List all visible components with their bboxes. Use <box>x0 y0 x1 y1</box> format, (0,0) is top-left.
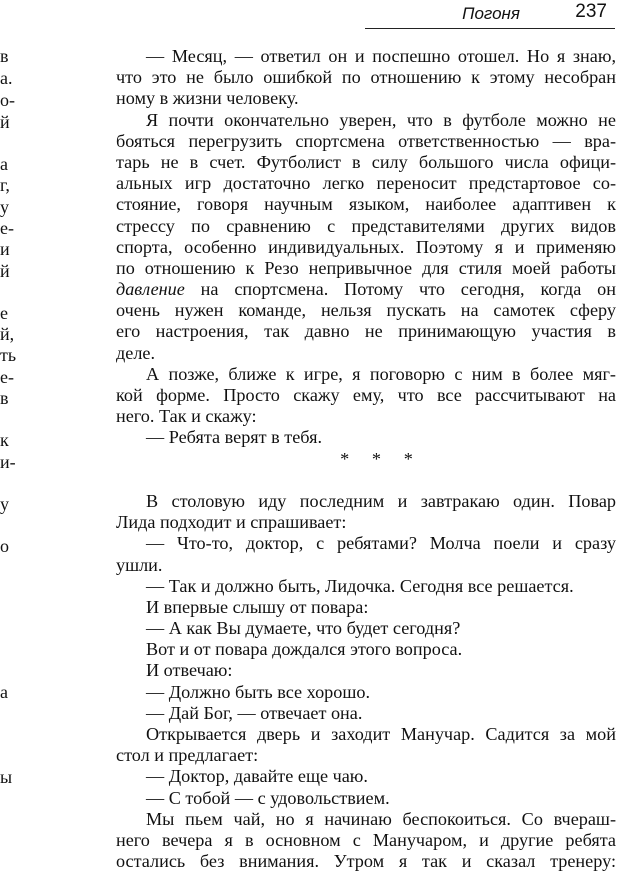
previous-page-fragment: и <box>0 239 10 259</box>
previous-page-fragment: е- <box>0 367 14 387</box>
previous-page-fragment: в <box>0 46 9 66</box>
text-line: И отвечаю: <box>146 660 233 681</box>
text-line: стояние, говоря научным языком, наиболее адаптивен к <box>116 194 616 215</box>
previous-page-fragment: й <box>0 261 10 281</box>
text-line: по отношению к Резо непривычное для стиля моей работы <box>116 257 616 278</box>
blank-line <box>116 470 616 491</box>
previous-page-edge <box>0 0 16 853</box>
text-line: ному в жизни человеку. <box>116 88 299 109</box>
text-line: — Ребята верят в тебя. <box>146 427 323 448</box>
text-line: кой форме. Просто скажу ему, что все рассчитывают на <box>116 385 616 405</box>
previous-page-fragment: у <box>0 494 9 514</box>
text-line: ушли. <box>116 554 163 575</box>
text-line: — Дай Бог, — отвечает она. <box>146 702 363 723</box>
previous-page-fragment: й, <box>0 324 15 344</box>
text-line: стрессу по сравнению с представителями других видов <box>116 215 616 236</box>
previous-page-fragment: ы <box>0 767 13 787</box>
previous-page-fragment: у <box>0 197 9 217</box>
previous-page-fragment: е <box>0 303 8 323</box>
text-line: альных игр достаточно легко переносит предстартовое со- <box>116 173 616 194</box>
previous-page-fragment: й <box>0 112 10 132</box>
previous-page-fragment: и- <box>0 452 16 472</box>
text-line: — Должно быть все хорошо. <box>146 681 370 702</box>
text-line: Лида подходит и спрашивает: <box>116 512 347 533</box>
text-line: — Доктор, давайте еще чаю. <box>146 766 368 787</box>
text-line <box>116 279 616 300</box>
text-line: спорта, особенно индивидуальных. Поэтому я и применяю <box>116 236 616 257</box>
text-line: В столовую иду последним и завтракаю один. Повар <box>146 490 616 511</box>
text-line: него вечера я в основном с Манучаром, и другие ребята <box>116 829 616 850</box>
previous-page-fragment: а. <box>0 68 13 88</box>
text-line: — Что-то, доктор, с ребятами? Молча поели и сразу <box>146 533 616 554</box>
text-fragment: на спортсмена. Потому что сегодня, когда он <box>184 279 616 300</box>
text-line: Я почти окончательно уверен, что в футболе можно не <box>146 109 616 130</box>
previous-page-fragment: е- <box>0 218 14 238</box>
text-line: — Так и должно быть, Лидочка. Сегодня все решается. <box>146 575 574 596</box>
text-line: очень нужен команде, нельзя пускать на самотек сферу <box>116 300 616 321</box>
previous-page-fragment: а <box>0 154 8 174</box>
text-line: его настроения, так давно не принимающую участия в <box>116 321 616 342</box>
running-title: Погоня <box>462 4 520 23</box>
text-line: Открывается дверь и заходит Манучар. Садится за мой <box>146 724 616 744</box>
text-line: Мы пьем чай, но я начинаю беспокоиться. Со вчераш- <box>146 808 616 829</box>
previous-page-fragment: а <box>0 682 8 702</box>
section-separator: * * * <box>340 448 422 469</box>
previous-page-fragment: ть <box>0 345 16 365</box>
previous-page-fragment: г, <box>0 175 10 195</box>
previous-page-fragment: в <box>0 388 9 408</box>
text-line: — А как Вы думаете, что будет сегодня? <box>146 618 461 639</box>
text-line: него. Так и скажу: <box>116 406 257 427</box>
previous-page-fragment: о <box>0 536 9 556</box>
page-number: 237 <box>575 1 607 22</box>
text-line: И впервые слышу от повара: <box>146 596 369 617</box>
page-body <box>116 46 616 872</box>
previous-page-fragment: о- <box>0 90 15 110</box>
italic-word: давление <box>116 279 185 300</box>
text-line: А позже, ближе к игре, я поговорю с ним в более мяг- <box>146 363 616 384</box>
text-line: Вот и от повара дождался этого вопроса. <box>146 639 463 660</box>
text-line: стол и предлагает: <box>116 745 259 766</box>
text-line: что это не было ошибкой по отношению к этому несобран <box>116 67 616 88</box>
page-header <box>365 0 615 29</box>
text-line: — С тобой — с удовольствием. <box>146 787 390 808</box>
previous-page-fragment: к <box>0 430 9 450</box>
text-line: остались без внимания. Утром я так и сказал тренеру: <box>116 851 616 872</box>
text-line: деле. <box>116 342 156 363</box>
text-line: тарь не в счет. Футболист в силу большого числа офици- <box>116 151 616 172</box>
text-line: — Месяц, — ответил он и поспешно отошел. Но я знаю, <box>146 46 616 66</box>
text-line: бояться перегрузить спортсмена ответственностью — вра- <box>116 130 616 151</box>
